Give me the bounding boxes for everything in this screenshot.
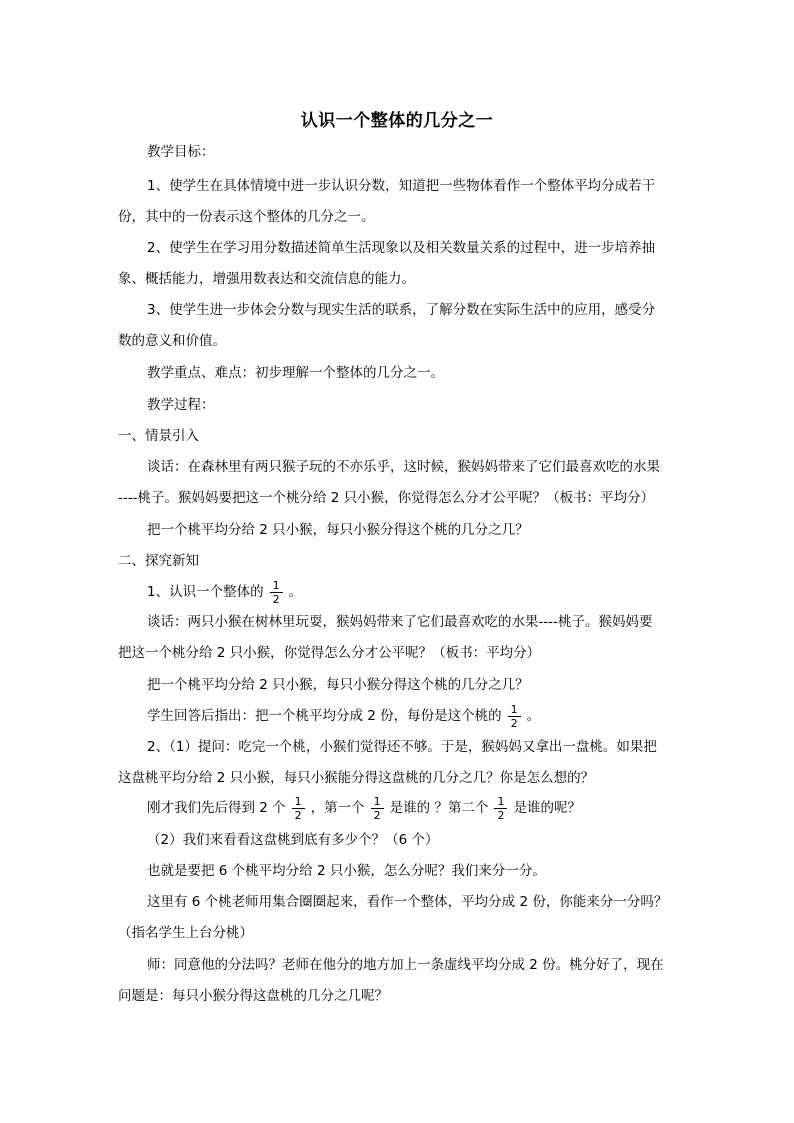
fraction-denominator: 2	[272, 592, 280, 606]
objective-1-line-2: 份，其中的一份表示这个整体的几分之一。	[118, 209, 375, 225]
section-2-item-2-line-1: 2、（1）提问：吃完一个桃，小猴们觉得还不够。于是，猴妈妈又拿出一盘桃。如果把	[147, 739, 657, 755]
fraction-one-half	[292, 795, 305, 822]
section-2-heading: 二、探究新知	[118, 553, 199, 569]
section-2-group-line-1: 这里有 6 个桃老师用集合圈圈起来，看作一个整体，平均分成 2 份，你能来分一分吗？	[147, 894, 668, 910]
section-2-recap	[147, 794, 581, 822]
section-2-talk-line-2: 把这一个桃分给 2 只小猴，你觉得怎么分才公平呢？（板书：平均分）	[118, 645, 541, 661]
process-heading: 教学过程：	[147, 397, 215, 413]
fraction-denominator: 2	[373, 808, 381, 822]
section-2-talk-line-1: 谈话：两只小猴在树林里玩耍，猴妈妈带来了它们最喜欢吃的水果----桃子。猴妈妈要	[147, 614, 653, 630]
recap-text-a: 刚才我们先后得到 2 个	[147, 800, 286, 816]
objective-3-line-2: 数的意义和价值。	[118, 333, 226, 349]
document-title: 认识一个整体的几分之一	[300, 111, 494, 131]
fraction-one-half	[270, 579, 283, 606]
objective-2-line-2: 象、概括能力，增强用数表达和交流信息的能力。	[118, 271, 415, 287]
key-points: 教学重点、难点：初步理解一个整体的几分之一。	[147, 365, 444, 381]
recap-text-d: 是谁的呢？	[513, 800, 581, 816]
fraction-denominator: 2	[510, 716, 518, 730]
item-1-end: 。	[288, 584, 303, 600]
fraction-numerator: 1	[270, 579, 283, 593]
section-1-heading: 一、情景引入	[118, 428, 199, 444]
fraction-denominator: 2	[497, 808, 505, 822]
objectives-heading: 教学目标：	[147, 144, 215, 160]
objective-3-line-1: 3、使学生进一步体会分数与现实生活的联系，了解分数在实际生活中的应用，感受分	[147, 302, 656, 318]
item-1-text: 1、认识一个整体的	[147, 584, 264, 600]
section-1-talk-line-2: ----桃子。猴妈妈要把这一个桃分给 2 只小猴，你觉得怎么分才公平呢？（板书：平均分）	[118, 490, 655, 506]
section-1-question: 把一个桃平均分给 2 只小猴，每只小猴分得这个桃的几分之几？	[147, 522, 529, 538]
section-2-teacher-line-1: 师：同意他的分法吗？老师在他分的地方加上一条虚线平均分成 2 份。桃分好了，现在	[147, 957, 664, 973]
fraction-one-half	[494, 795, 507, 822]
section-2-teacher-line-2: 问题是：每只小猴分得这盘桃的几分之几呢？	[118, 988, 388, 1004]
answer-end: 。	[526, 708, 541, 724]
recap-text-c: 是谁的 ？第二个	[389, 800, 489, 816]
fraction-denominator: 2	[294, 808, 302, 822]
fraction-one-half	[508, 703, 521, 730]
section-2-peach-count: （2）我们来看看这盘桃到底有多少个？（6 个）	[147, 832, 439, 848]
fraction-numerator: 1	[508, 703, 521, 717]
fraction-numerator: 1	[371, 795, 384, 809]
objective-1-line-1: 1、使学生在具体情境中进一步认识分数，知道把一些物体看作一个整体平均分成若干	[147, 178, 656, 194]
section-2-item-2-line-2: 这盘桃平均分给 2 只小猴，每只小猴能分得这盘桃的几分之几？你是怎么想的？	[118, 770, 595, 786]
objective-2-line-1: 2、使学生在学习用分数描述简单生活现象以及相关数量关系的过程中，进一步培养抽	[147, 240, 656, 256]
section-2-item-1	[147, 578, 302, 606]
fraction-numerator: 1	[494, 795, 507, 809]
section-2-divide-follow: 也就是要把 6 个桃平均分给 2 只小猴，怎么分呢？我们来分一分。	[147, 863, 546, 879]
answer-text: 学生回答后指出：把一个桃平均分成 2 份，每份是这个桃的	[147, 708, 502, 724]
section-2-answer	[147, 702, 540, 730]
section-2-group-line-2: （指名学生上台分桃）	[118, 925, 253, 941]
fraction-one-half	[371, 795, 384, 822]
fraction-numerator: 1	[292, 795, 305, 809]
section-2-question: 把一个桃平均分给 2 只小猴，每只小猴分得这个桃的几分之几？	[147, 677, 529, 693]
recap-text-b: ，第一个	[310, 800, 365, 816]
section-1-talk-line-1: 谈话：在森林里有两只猴子玩的不亦乐乎，这时候，猴妈妈带来了它们最喜欢吃的水果	[147, 459, 660, 475]
